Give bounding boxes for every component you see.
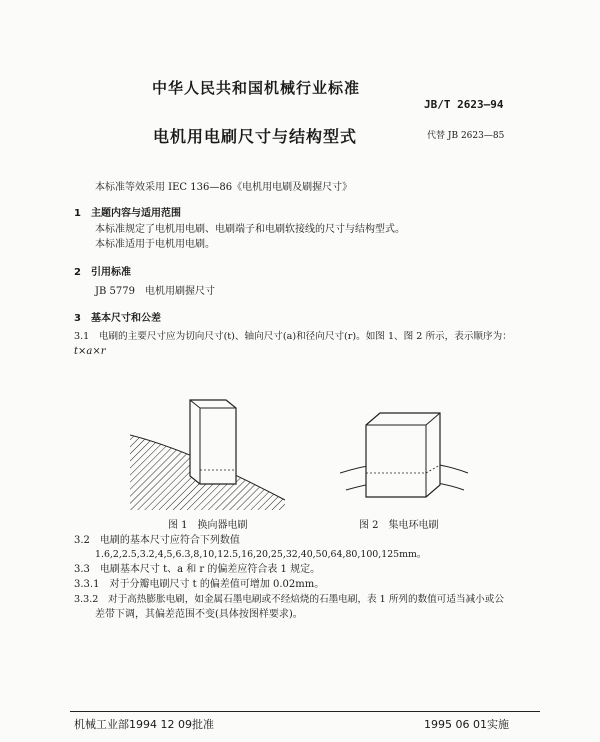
section-2-reference: JB 5779 电机用刷握尺寸 [95, 286, 215, 297]
clause-3-3: 3.3 电刷基本尺寸 t、a 和 r 的偏差应符合表 1 规定。 [74, 564, 321, 575]
clause-3-2-line-1: 3.2 电刷的基本尺寸应符合下列数值 [74, 535, 240, 546]
clause-3-3-1: 3.3.1 对于分瓣电刷尺寸 t 的偏差值可增加 0.02mm。 [74, 579, 325, 590]
approval-date: 机械工业部1994 12 09批准 [74, 718, 214, 731]
document-title: 电机用电刷尺寸与结构型式 [153, 127, 358, 146]
section-2-heading: 2 引用标准 [74, 267, 131, 278]
section-1-heading: 1 主题内容与适用范围 [74, 208, 181, 219]
footer-divider [70, 711, 540, 712]
clause-3-3-2-line-1: 3.3.2 对于高热膨胀电刷，如金属石墨电刷或不经焙烧的石墨电刷，表 1 所列的数值可适当减小或公 [74, 594, 504, 605]
clause-3-1-line-2: t×a×r [74, 346, 106, 357]
figure-2-slip-ring-brush [340, 395, 480, 510]
intro-text: 本标准等效采用 IEC 136—86《电机用电刷及刷握尺寸》 [95, 182, 353, 193]
figure-2-caption: 图 2 集电环电刷 [359, 520, 439, 531]
figure-1-commutator-brush [130, 390, 290, 510]
implementation-date: 1995 06 01实施 [424, 718, 509, 731]
section-3-heading: 3 基本尺寸和公差 [74, 313, 161, 324]
standard-name: 中华人民共和国机械行业标准 [152, 79, 361, 97]
clause-3-2-values: 1.6,2,2.5,3.2,4,5,6.3,8,10,12.5,16,20,25,32,40,50,64,80,100,125mm。 [95, 549, 427, 560]
section-1-paragraph-2: 本标准适用于电机用电刷。 [95, 239, 215, 250]
clause-3-3-2-line-2: 差带下调，其偏差范围不变(具体按图样要求)。 [95, 609, 303, 620]
standard-code: JB/T 2623—94 [424, 98, 504, 111]
replaces-note: 代替 JB 2623—85 [427, 131, 505, 141]
figure-1-caption: 图 1 换向器电刷 [168, 520, 248, 531]
section-1-paragraph-1: 本标准规定了电机用电刷、电刷端子和电刷软接线的尺寸与结构型式。 [95, 224, 405, 235]
clause-3-1-line-1: 3.1 电刷的主要尺寸应为切向尺寸(t)、轴向尺寸(a)和径向尺寸(r)。如图 1、图 2 所示，表示顺序为： [74, 331, 512, 342]
